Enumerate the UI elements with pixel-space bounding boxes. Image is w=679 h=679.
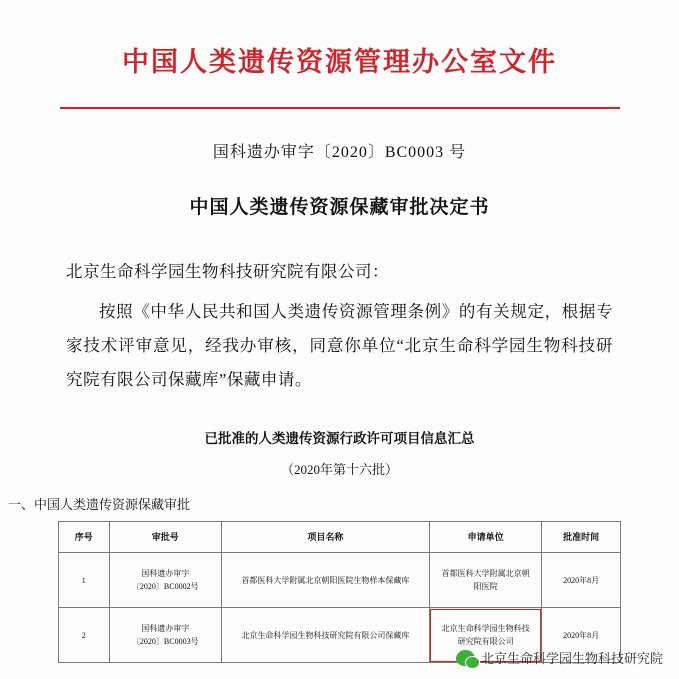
wechat-icon xyxy=(456,650,475,666)
document-subject: 中国人类遗传资源保藏审批决定书 xyxy=(189,197,490,218)
body-paragraph: 按照《中华人民共和国人类遗传资源管理条例》的有关规定，根据专家技术评审意见，经我办审核，同意你单位“北京生命科学园生物科技研究院有限公司保藏库”保藏申请。 xyxy=(66,302,613,389)
table-header-no: 序号 xyxy=(59,522,110,553)
table-row xyxy=(59,553,621,608)
table-header-code: 审批号 xyxy=(109,522,221,553)
cell-organization-highlighted: 北京生命科学园生物科技 研究院有限公司 xyxy=(429,608,541,663)
approvals-table-wrap xyxy=(58,521,621,663)
cell-no: 1 xyxy=(59,553,110,608)
header-divider xyxy=(60,107,620,109)
cell-approval-date: 2020年8月 xyxy=(542,608,621,663)
cell-code: 国科遗办审字 〔2020〕BC0003号 xyxy=(109,608,221,663)
cell-organization: 首都医科大学附属北京朝 阳医院 xyxy=(429,553,541,608)
cell-project-name: 首都医科大学附属北京朝阳医院生物样本保藏库 xyxy=(221,553,429,608)
document-body xyxy=(66,255,613,397)
footer-brand xyxy=(456,648,663,667)
table-header-name: 项目名称 xyxy=(221,522,429,553)
cell-no: 2 xyxy=(59,608,110,663)
cell-code: 国科遗办审字 〔2020〕BC0002号 xyxy=(109,553,221,608)
table-header-row xyxy=(59,522,621,553)
table-header-org: 申请单位 xyxy=(429,522,541,553)
document-title: 中国人类遗传资源管理办公室文件 xyxy=(122,47,557,78)
table-batch: （2020年第十六批） xyxy=(280,462,398,477)
table-caption: 已批准的人类遗传资源行政许可项目信息汇总 xyxy=(204,431,475,446)
cell-project-name: 北京生命科学园生物科技研究院有限公司保藏库 xyxy=(221,608,429,663)
table-header-date: 批准时间 xyxy=(542,522,621,553)
section-heading: 一、中国人类遗传资源保藏审批 xyxy=(8,497,191,512)
cell-approval-date: 2020年8月 xyxy=(542,553,621,608)
footer-brand-label: 北京生命科学园生物科技研究院 xyxy=(480,651,663,666)
document-number: 国科遗办审字〔2020〕BC0003 号 xyxy=(212,144,467,161)
approvals-table xyxy=(58,521,621,663)
salutation: 北京生命科学园生物科技研究院有限公司： xyxy=(66,262,389,281)
